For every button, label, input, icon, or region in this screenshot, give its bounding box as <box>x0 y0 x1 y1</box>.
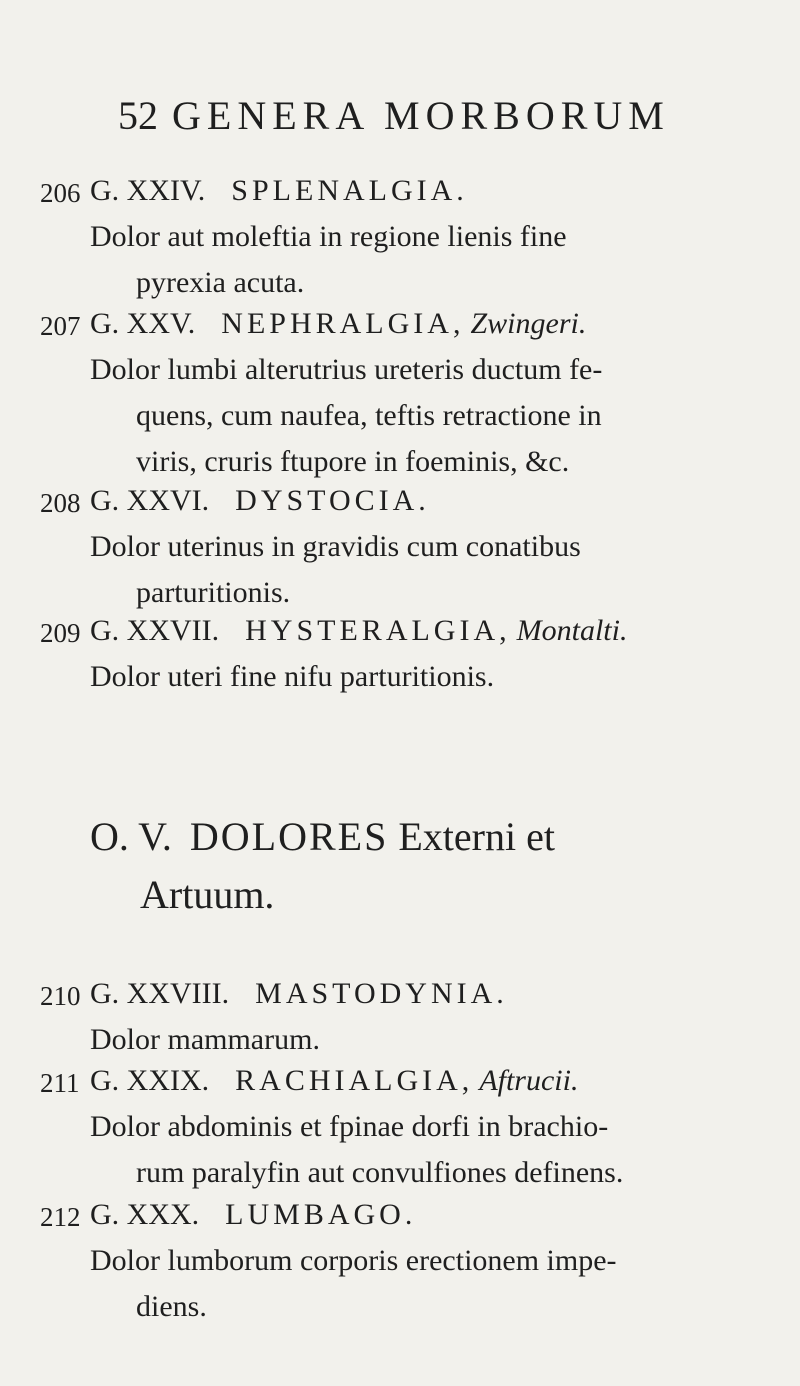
genus-heading <box>90 614 627 648</box>
genus-heading <box>90 174 468 208</box>
entry-number: 209 <box>40 618 81 648</box>
genus-name: LUMBAGO. <box>225 1198 417 1231</box>
genus-heading <box>90 307 586 341</box>
definition-line: Dolor uterinus in gravidis cum conatibus <box>90 530 581 563</box>
genus-author: Zwingeri. <box>470 307 587 340</box>
order-name: DOLORES <box>189 814 389 859</box>
genus-definition <box>90 1104 740 1196</box>
entry-number: 206 <box>40 178 81 208</box>
running-title: GENERA MORBORUM <box>172 93 670 138</box>
genus-code: G. XXIV. <box>90 174 206 207</box>
genus-heading <box>90 1198 416 1232</box>
order-number: O. V. <box>90 814 172 859</box>
genus-name: MASTODYNIA. <box>255 977 508 1010</box>
definition-line: Dolor mammarum. <box>90 1023 320 1056</box>
genus-name: DYSTOCIA. <box>235 484 430 517</box>
entry-number: 211 <box>40 1068 80 1098</box>
order-name-rest: Externi et <box>398 814 555 859</box>
entry-number: 207 <box>40 311 81 341</box>
definition-line: Dolor abdominis et fpinae dorfi in brachio- <box>90 1110 609 1143</box>
definition-line: Dolor lumbi alterutrius ureteris ductum fe- <box>90 353 603 386</box>
entry-number: 208 <box>40 488 81 518</box>
order-heading <box>90 808 770 924</box>
definition-line: parturitionis. <box>136 576 291 609</box>
genus-name: HYSTERALGIA, <box>245 614 511 647</box>
genus-code: G. XXX. <box>90 1198 200 1231</box>
entry-number: 212 <box>40 1202 81 1232</box>
definition-line: Dolor lumborum corporis erectionem impe- <box>90 1244 617 1277</box>
genus-definition <box>90 1017 740 1063</box>
genus-code: G. XXVII. <box>90 614 220 647</box>
genus-name: SPLENALGIA. <box>231 174 468 207</box>
definition-line: Dolor aut moleftia in regione lienis fine <box>90 220 567 253</box>
genus-name: NEPHRALGIA, <box>221 307 465 340</box>
genus-heading <box>90 484 430 518</box>
definition-line: diens. <box>136 1290 207 1323</box>
entry-number: 210 <box>40 981 81 1011</box>
genus-heading <box>90 1064 578 1098</box>
definition-line: rum paralyfin aut convulfiones definens. <box>136 1156 624 1189</box>
genus-code: G. XXVIII. <box>90 977 230 1010</box>
genus-definition <box>90 214 740 306</box>
genus-definition <box>90 524 740 616</box>
genus-author: Montalti. <box>516 614 628 647</box>
genus-heading <box>90 977 508 1011</box>
running-head <box>118 92 670 139</box>
genus-name: RACHIALGIA, <box>235 1064 474 1097</box>
genus-definition <box>90 1238 740 1330</box>
genus-definition <box>90 654 740 700</box>
definition-line: pyrexia acuta. <box>136 266 305 299</box>
definition-line: quens, cum naufea, teftis retractione in <box>136 399 602 432</box>
order-name-line2: Artuum. <box>140 872 275 917</box>
genus-code: G. XXV. <box>90 307 196 340</box>
genus-author: Aftrucii. <box>479 1064 579 1097</box>
genus-definition <box>90 347 740 485</box>
definition-line: viris, cruris ftupore in foeminis, &c. <box>136 445 570 478</box>
genus-code: G. XXIX. <box>90 1064 210 1097</box>
page-number: 52 <box>118 93 158 138</box>
genus-code: G. XXVI. <box>90 484 210 517</box>
definition-line: Dolor uteri fine nifu parturitionis. <box>90 660 495 693</box>
